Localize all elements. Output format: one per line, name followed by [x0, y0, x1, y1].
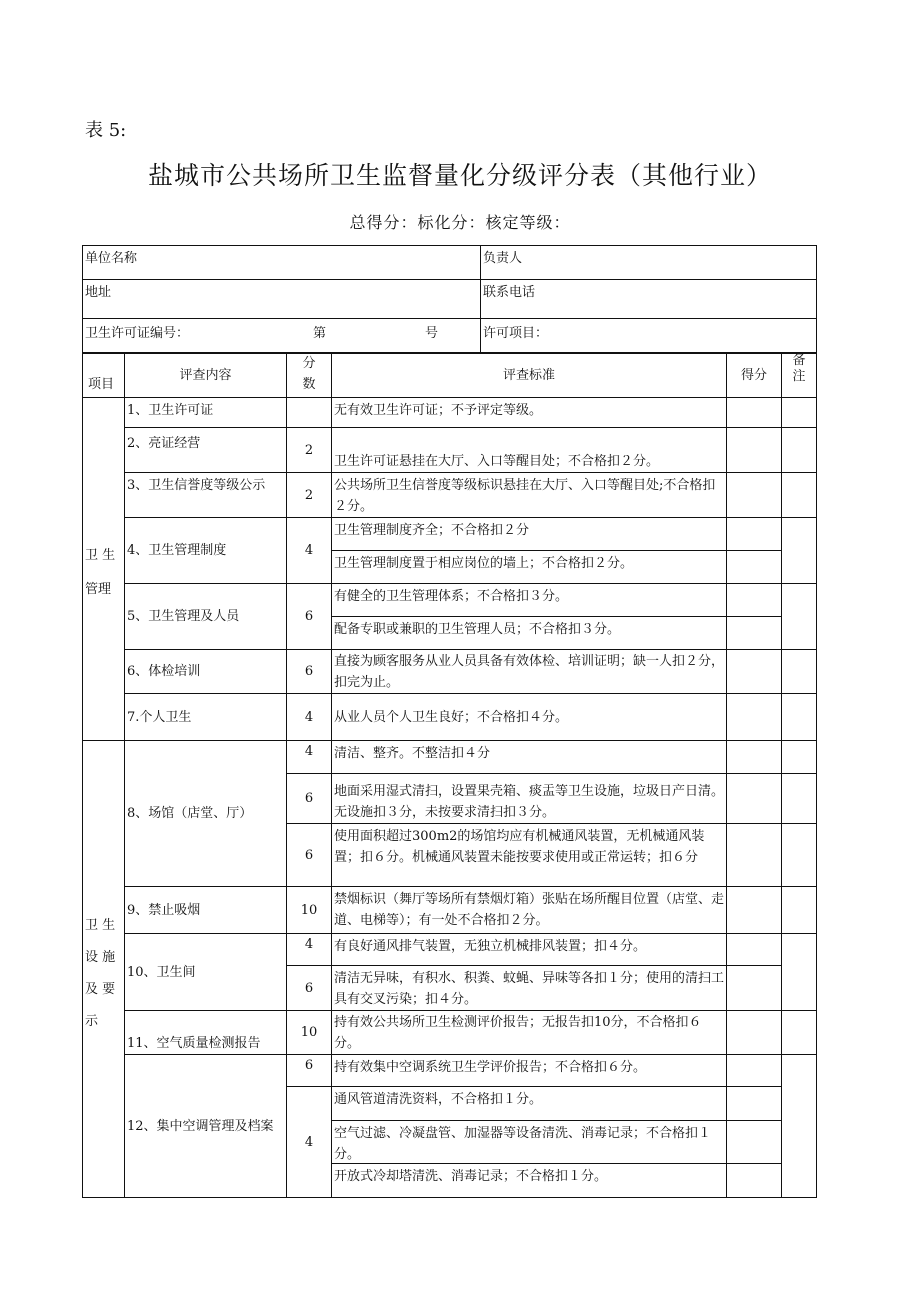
points-cell: 2: [287, 428, 332, 473]
content-cell: 7.个人卫生: [125, 694, 287, 741]
score-input-cell[interactable]: [727, 1055, 782, 1087]
standard-cell: 开放式冷却塔清洗、消毒记录；不合格扣１分。: [332, 1164, 727, 1198]
standard-cell: 直接为顾客服务从业人员具备有效体检、培训证明；缺一人扣２分，扣完为止。: [332, 650, 727, 694]
points-cell: 6: [287, 1055, 332, 1087]
remark-input-cell[interactable]: [782, 1055, 817, 1198]
remark-input-cell[interactable]: [782, 934, 817, 1011]
standard-cell: 卫生许可证悬挂在大厅、入口等醒目处；不合格扣２分。: [332, 428, 727, 473]
header-standard: 评查标准: [332, 353, 727, 398]
remark-input-cell[interactable]: [782, 741, 817, 774]
standard-cell: 无有效卫生许可证；不予评定等级。: [332, 398, 727, 428]
content-cell: 11、空气质量检测报告: [125, 1011, 287, 1055]
remark-input-cell[interactable]: [782, 398, 817, 428]
remark-input-cell[interactable]: [782, 584, 817, 650]
header-item: 项目: [83, 353, 125, 398]
standard-cell: 地面采用湿式清扫，设置果壳箱、痰盂等卫生设施，垃圾日产日清。无设施扣３分，未按要求清扫扣３分。: [332, 774, 727, 824]
standard-cell: 配备专职或兼职的卫生管理人员；不合格扣３分。: [332, 617, 727, 650]
content-cell: 1、卫生许可证: [125, 398, 287, 428]
score-input-cell[interactable]: [727, 1164, 782, 1198]
standard-cell: 空气过滤、冷凝盘管、加湿器等设备清洗、消毒记录；不合格扣１分。: [332, 1121, 727, 1164]
remark-input-cell[interactable]: [782, 774, 817, 824]
standard-cell: 有健全的卫生管理体系；不合格扣３分。: [332, 584, 727, 617]
info-table: [82, 245, 817, 354]
score-input-cell[interactable]: [727, 694, 782, 741]
score-input-cell[interactable]: [727, 473, 782, 518]
header-score: 得分: [727, 353, 782, 398]
score-input-cell[interactable]: [727, 551, 782, 584]
points-cell: 6: [287, 824, 332, 887]
standard-cell: 有良好通风排气装置，无独立机械排风装置；扣４分。: [332, 934, 727, 966]
score-input-cell[interactable]: [727, 1011, 782, 1055]
content-cell: 3、卫生信誉度等级公示: [125, 473, 287, 518]
content-cell: 10、卫生间: [125, 934, 287, 1011]
standard-cell: 卫生管理制度置于相应岗位的墙上；不合格扣２分。: [332, 551, 727, 584]
content-cell: 5、卫生管理及人员: [125, 584, 287, 650]
points-cell: 6: [287, 650, 332, 694]
standard-cell: 通风管道清洗资料，不合格扣１分。: [332, 1087, 727, 1121]
content-cell: 9、禁止吸烟: [125, 887, 287, 934]
page-title: 盐城市公共场所卫生监督量化分级评分表（其他行业）: [147, 161, 772, 190]
unit-name-label: 单位名称: [85, 251, 138, 266]
license-hao-label: 号: [425, 326, 439, 341]
standard-cell: 禁烟标识（舞厅等场所有禁烟灯箱）张贴在场所醒目位置（店堂、走道、电梯等）；有一处不合格扣２分。: [332, 887, 727, 934]
address-cell[interactable]: [83, 280, 481, 319]
standard-cell: 清洁无异味，有积水、积粪、蚊蝇、异味等各扣１分；使用的清扫工具有交叉污染；扣４分。: [332, 966, 727, 1011]
standard-cell: 持有效集中空调系统卫生学评价报告；不合格扣６分。: [332, 1055, 727, 1087]
score-summary-line: 总得分：标化分：核定等级：: [349, 213, 571, 232]
score-input-cell[interactable]: [727, 774, 782, 824]
points-cell: 10: [287, 1011, 332, 1055]
points-cell: 4: [287, 694, 332, 741]
content-cell: 8、场馆（店堂、厅）: [125, 741, 287, 887]
score-input-cell[interactable]: [727, 887, 782, 934]
remark-input-cell[interactable]: [782, 824, 817, 887]
points-cell: [287, 398, 332, 428]
standard-cell: 持有效公共场所卫生检测评价报告；无报告扣10分，不合格扣６分。: [332, 1011, 727, 1055]
points-cell: 6: [287, 774, 332, 824]
unit-name-cell[interactable]: [83, 246, 481, 280]
points-cell: 10: [287, 887, 332, 934]
points-cell: 6: [287, 966, 332, 1011]
standard-cell: 使用面积超过300m2的场馆均应有机械通风装置，无机械通风装置；扣６分。机械通风装置未能按要求使用或正常运转；扣６分: [332, 824, 727, 887]
phone-label: 联系电话: [483, 285, 536, 300]
license-number-label: 卫生许可证编号：: [85, 326, 190, 341]
remark-input-cell[interactable]: [782, 650, 817, 694]
score-input-cell[interactable]: [727, 650, 782, 694]
score-input-cell[interactable]: [727, 741, 782, 774]
content-cell: 12、集中空调管理及档案: [125, 1055, 287, 1198]
points-cell: 6: [287, 584, 332, 650]
remark-input-cell[interactable]: [782, 428, 817, 473]
remark-input-cell[interactable]: [782, 473, 817, 518]
license-number-cell[interactable]: [83, 319, 481, 354]
score-input-cell[interactable]: [727, 966, 782, 1011]
content-cell: 6、体检培训: [125, 650, 287, 694]
header-remark: 备 注: [782, 353, 817, 398]
score-input-cell[interactable]: [727, 398, 782, 428]
remark-input-cell[interactable]: [782, 1011, 817, 1055]
form-label: 表 5:: [85, 120, 127, 141]
score-input-cell[interactable]: [727, 1121, 782, 1164]
standard-cell: 从业人员个人卫生良好；不合格扣４分。: [332, 694, 727, 741]
points-cell: 2: [287, 473, 332, 518]
remark-input-cell[interactable]: [782, 694, 817, 741]
points-cell: 4: [287, 741, 332, 774]
header-content: 评查内容: [125, 353, 287, 398]
license-items-cell[interactable]: [481, 319, 817, 354]
category-facilities: 卫 生 设 施 及 要 示: [83, 741, 125, 1198]
remark-input-cell[interactable]: [782, 887, 817, 934]
person-in-charge-label: 负责人: [483, 251, 523, 266]
license-items-label: 许可项目：: [483, 326, 549, 341]
score-input-cell[interactable]: [727, 518, 782, 551]
license-di-label: 第: [313, 326, 327, 341]
score-input-cell[interactable]: [727, 584, 782, 617]
remark-input-cell[interactable]: [782, 518, 817, 584]
score-input-cell[interactable]: [727, 934, 782, 966]
points-cell: 4: [287, 1087, 332, 1198]
score-input-cell[interactable]: [727, 428, 782, 473]
score-input-cell[interactable]: [727, 824, 782, 887]
score-input-cell[interactable]: [727, 617, 782, 650]
address-label: 地址: [85, 285, 112, 300]
standard-cell: 清洁、整齐。不整洁扣４分: [332, 741, 727, 774]
standard-cell: 公共场所卫生信誉度等级标识悬挂在大厅、入口等醒目处;不合格扣２分。: [332, 473, 727, 518]
content-cell: 4、卫生管理制度: [125, 518, 287, 584]
header-points: 分 数: [287, 353, 332, 398]
phone-cell[interactable]: [481, 280, 817, 319]
category-management: 卫 生 管理: [83, 398, 125, 741]
standard-cell: 卫生管理制度齐全；不合格扣２分: [332, 518, 727, 551]
points-cell: 4: [287, 518, 332, 584]
score-input-cell[interactable]: [727, 1087, 782, 1121]
person-in-charge-cell[interactable]: [481, 246, 817, 280]
scoring-table: [82, 352, 817, 1198]
content-cell: 2、亮证经营: [125, 428, 287, 473]
points-cell: 4: [287, 934, 332, 966]
